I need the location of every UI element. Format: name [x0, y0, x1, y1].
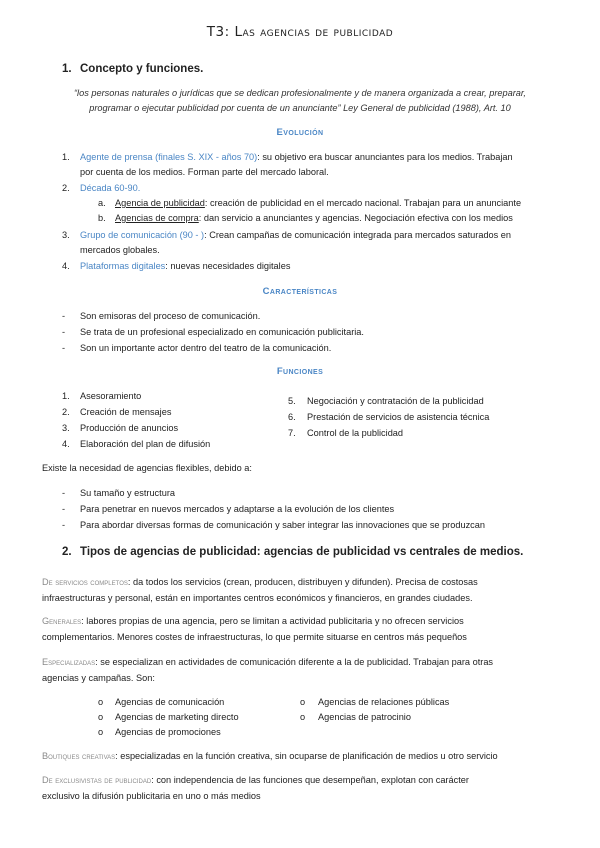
list-item: Asesoramiento [80, 391, 142, 401]
list-item: Década 60-90. [80, 183, 141, 193]
list-item: Control de la publicidad [307, 428, 404, 438]
tipo-especializadas: Especializadas: se especializan en actividades de comunicación diferente a la de publicidad. Trabajan para otras [42, 657, 494, 667]
list-item: Grupo de comunicación (90 - ): Crean campañas de comunicación integrada para mercados saturados en [80, 230, 512, 240]
list-item: Son un importante actor dentro del teatro de la comunicación. [80, 343, 332, 353]
list-item: Elaboración del plan de difusión [80, 439, 211, 449]
caracteristicas-heading: Características [262, 286, 338, 297]
tipo-boutiques: Boutiques creativas: especializadas en la función creativa, sin ocuparse de planificación de medios u otro servicio [42, 751, 498, 761]
list-item: Se trata de un profesional especializado en comunicación publicitaria. [80, 327, 364, 337]
funciones-heading: Funciones [276, 366, 324, 377]
list-item: Para penetrar en nuevos mercados y adaptarse a la evolución de los clientes [80, 504, 395, 514]
list-item: Su tamaño y estructura [80, 488, 175, 498]
list-item: Son emisoras del proceso de comunicación. [80, 311, 261, 321]
section-2-heading: 2. Tipos de agencias de publicidad: agencias de publicidad vs centrales de medios. [62, 546, 524, 558]
list-item: Agencias de patrocinio [318, 712, 411, 722]
tipo-generales: Generales: labores propias de una agencia, pero se limitan a actividad publicitaria y no ofrecen servicios [42, 616, 464, 626]
list-item: Creación de mensajes [80, 407, 172, 417]
list-item: Agente de prensa (finales S. XIX - años 70): su objetivo era buscar anunciantes para los medios. Trabajan [80, 152, 513, 162]
list-item: Agencias de compra: dan servicio a anunciantes y agencias. Negociación efectiva con los medios [115, 213, 513, 223]
section-1-heading: 1. Concepto y funciones. [62, 63, 204, 75]
list-item: Negociación y contratación de la publicidad [307, 396, 484, 406]
list-item: Prestación de servicios de asistencia técnica [307, 412, 490, 422]
list-item: Agencias de promociones [115, 727, 221, 737]
list-item: Producción de anuncios [80, 423, 179, 433]
list-item: Agencias de relaciones públicas [318, 697, 450, 707]
tipo-exclusivistas: De exclusivistas de publicidad: con independencia de las funciones que desempeñan, explotan con carácter [42, 775, 469, 785]
list-item: Plataformas digitales: nuevas necesidades digitales [80, 261, 291, 271]
tipo-servicios-completos: De servicios completos: da todos los servicios (crean, producen, distribuyen y difunden). Precisa de costosas [42, 577, 478, 587]
evolucion-heading: Evolución [276, 127, 324, 138]
page-title: T3: Las agencias de publicidad [206, 24, 394, 40]
list-item: Agencias de comunicación [115, 697, 225, 707]
document-page: T3: Las agencias de publicidad 1. Concepto y funciones. “los personas naturales o jurídicas que se dedican profesionalmente y de manera organizada a crear, preparar, programar o ejecutar publicidad por cuenta de un anunciante” Ley General de publicidad (1988), Art. 10 Evolución 1. Agente de prensa (finales S. XIX - años 70): su objetivo era buscar anunciantes para los medios. Trabajan por cuenta de los medios. Forman parte del mercado laboral. 2. Década 60-90. a. Agencia de publicidad: creación de publicidad en el mercado nacional. Trabajan para un anunciante b. Agencias de compra: dan servicio a anunciantes y agencias. Negociación efectiva con los medios 3. Grupo de comunicación (90 - ): Crean campañas de comunicación integrada para mercados saturados en mercados globales. 4. Plataformas digitales: nuevas necesidades digitales Características - Son emisoras del proceso de comunicación. - Se trata de un profesional especializado en comunicación publicitaria. - Son un importante actor dentro del teatro de la comunicación. Funciones 1. Asesoramiento 2. Creación de mensajes 3. Producción de anuncios 4. Elaboración del plan de difusión 5. Negociación y contratación de la publicidad 6. Prestación de servicios de asistencia técnica 7. Control de la publicidad Existe la necesidad de agencias flexibles, debido a: - Su tamaño y estructura - Para penetrar en nuevos mercados y adaptarse a la evolución de los clientes - Para abordar diversas formas de comunicación y saber integrar las innovaciones que se produzcan 2. Tipos de agencias de publicidad: agencias de publicidad vs centrales de medios. De servicios completos: da todos los servicios (crean, producen, distribuyen y difunden). Precisa de costosas infraestructuras y personal, están en importantes centros económicos y financieros, en grandes ciudades. Generales: labores propias de una agencia, pero se limitan a actividad publicitaria y no ofrecen servicios complementarios. Menores costes de infraestructuras, lo que permite situarse en centros más pequeños Especializadas: se especializan en actividades de comunicación diferente a la de publicidad. Trabajan para otras agencias y campañas. Son: o Agencias de comunicación o Agencias de marketing directo o Agencias de promociones o Agencias de relaciones públicas o Agencias de patrocinio Boutiques creativas: especializadas en la función creativa, sin ocuparse de planificación de medios u otro servicio De exclusivistas de publicidad: con independencia de las funciones que desempeñan, explotan con carácter exclusivo la difusión publicitaria en uno o más medios [0, 0, 600, 848]
law-quote: “los personas naturales o jurídicas que se dedican profesionalmente y de manera organizada a crear, preparar, programar o ejecutar publicidad por cuenta de un anunciante” Ley General de publicidad (1988), Art. 10 [74, 88, 526, 113]
list-item: Para abordar diversas formas de comunicación y saber integrar las innovaciones que se produzcan [80, 520, 485, 530]
list-item: Agencia de publicidad: creación de publicidad en el mercado nacional. Trabajan para un anunciante [115, 198, 522, 208]
list-item: Agencias de marketing directo [115, 712, 239, 722]
flexibles-intro: Existe la necesidad de agencias flexibles, debido a: [42, 463, 252, 473]
